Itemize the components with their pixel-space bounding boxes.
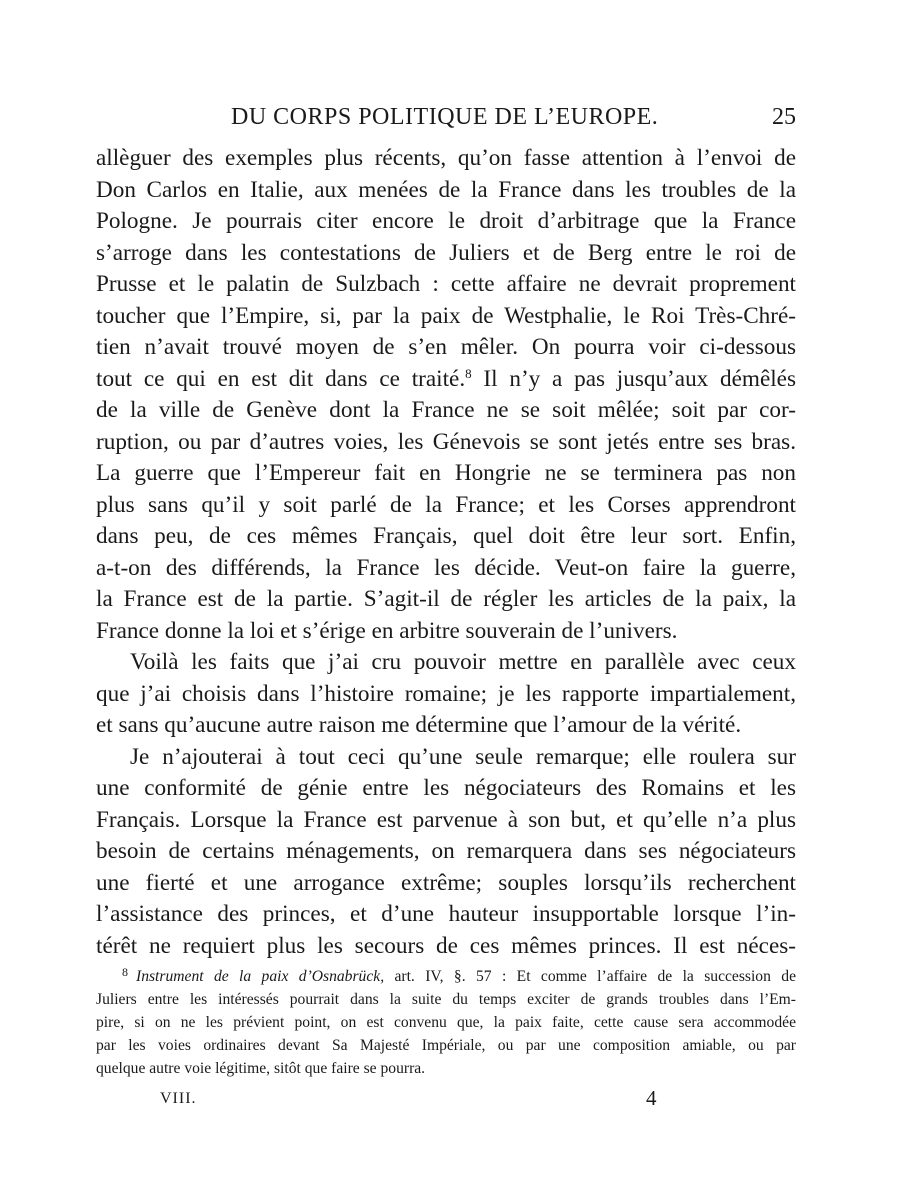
running-title: DU CORPS POLITIQUE DE L’EUROPE. xyxy=(231,104,659,130)
text-line: plus sans qu’il y soit parlé de la France; et les Corses apprendront xyxy=(96,491,796,518)
text-line: tien n’avait trouvé moyen de s’en mêler. On pourra voir ci-dessous xyxy=(96,334,796,360)
text-segment: Il n’y a pas jusqu’aux démêlés xyxy=(483,365,796,392)
text-line: besoin de certains ménagements, on remarquera dans ses négociateurs xyxy=(96,838,796,864)
text-line-with-footnote xyxy=(96,364,796,396)
footnotes xyxy=(96,965,796,1080)
text-line: Je n’ajouterai à tout ceci qu’une seule remarque; elle roulera sur xyxy=(130,743,796,770)
footnote-reference: 8 xyxy=(465,365,472,381)
footnote-source-title: Instrument de la paix d’Osnabrück, xyxy=(136,968,385,985)
signature-line xyxy=(96,1086,796,1118)
sheet-number: 4 xyxy=(646,1086,657,1110)
text-line: toucher que l’Empire, si, par la paix de Westphalie, le Roi Très-Chré- xyxy=(96,302,796,329)
text-line: Voilà les faits que j’ai cru pouvoir mettre en parallèle avec ceux xyxy=(130,649,796,675)
paragraph-2 xyxy=(96,647,796,742)
text-line: Prusse et le palatin de Sulzbach : cette affaire ne devrait proprement xyxy=(96,271,796,297)
text-line: a-t-on des différends, la France les décide. Veut-on faire la guerre, xyxy=(96,554,796,581)
running-head xyxy=(96,104,796,138)
text-line: une conformité de génie entre les négociateurs des Romains et les xyxy=(96,775,796,801)
text-line: France donne la loi et s’érige en arbitre souverain de l’univers. xyxy=(96,617,678,644)
footnote-mark: 8 xyxy=(122,965,128,979)
footnote-8 xyxy=(96,965,796,1080)
text-line: s’arroge dans les contestations de Juliers et de Berg entre le roi de xyxy=(96,239,796,266)
footnote-text: art. IV, §. 57 : Et comme l’affaire de la succession de xyxy=(394,968,796,985)
footnote-line: par les voies ordinaires devant Sa Majesté Impériale, ou par une composition amiable, ou par xyxy=(96,1037,796,1054)
paragraph-1 xyxy=(96,143,796,647)
text-line: ruption, ou par d’autres voies, les Génevois se sont jetés entre ses bras. xyxy=(96,428,796,455)
text-line: La guerre que l’Empereur fait en Hongrie ne se terminera pas non xyxy=(96,460,796,486)
text-line: Français. Lorsque la France est parvenue à son but, et qu’elle n’a plus xyxy=(96,806,796,833)
text-line: que j’ai choisis dans l’histoire romaine; je les rapporte impartialement, xyxy=(96,680,796,707)
text-line: térêt ne requiert plus les secours de ces mêmes princes. Il est néces- xyxy=(96,932,796,959)
text-line: dans peu, de ces mêmes Français, quel doit être leur sort. Enfin, xyxy=(96,523,796,549)
footnote-line: Juliers entre les intéressés pourrait dans la suite du temps exciter de grands troubles dans l’Em- xyxy=(96,991,796,1008)
footnote-line xyxy=(96,965,796,988)
volume-mark: VIII. xyxy=(160,1090,197,1107)
text-line: la France est de la partie. S’agit-il de régler les articles de la paix, la xyxy=(96,586,796,612)
text-line: l’assistance des princes, et d’une hauteur insupportable lorsque l’in- xyxy=(96,901,796,927)
text-line: et sans qu’aucune autre raison me détermine que l’amour de la vérité. xyxy=(96,712,742,738)
footnote-line: quelque autre voie légitime, sitôt que faire se pourra. xyxy=(96,1060,426,1077)
text-segment: tout ce qui en est dit dans ce traité. xyxy=(96,365,466,392)
paragraph-3 xyxy=(96,742,796,963)
body-text xyxy=(96,143,796,962)
footnote-line: pire, si on ne les prévient point, on est convenu que, la paix faite, cette cause sera accommodée xyxy=(96,1014,796,1031)
text-line: Don Carlos en Italie, aux menées de la France dans les troubles de la xyxy=(96,176,796,203)
text-line: Pologne. Je pourrais citer encore le droit d’arbitrage que la France xyxy=(96,208,796,234)
text-line: allèguer des exemples plus récents, qu’on fasse attention à l’envoi de xyxy=(96,145,796,171)
page-number: 25 xyxy=(772,104,796,130)
text-line: une fierté et une arrogance extrême; souples lorsqu’ils recherchent xyxy=(96,869,796,896)
text-line: de la ville de Genève dont la France ne se soit mêlée; soit par cor- xyxy=(96,397,796,423)
